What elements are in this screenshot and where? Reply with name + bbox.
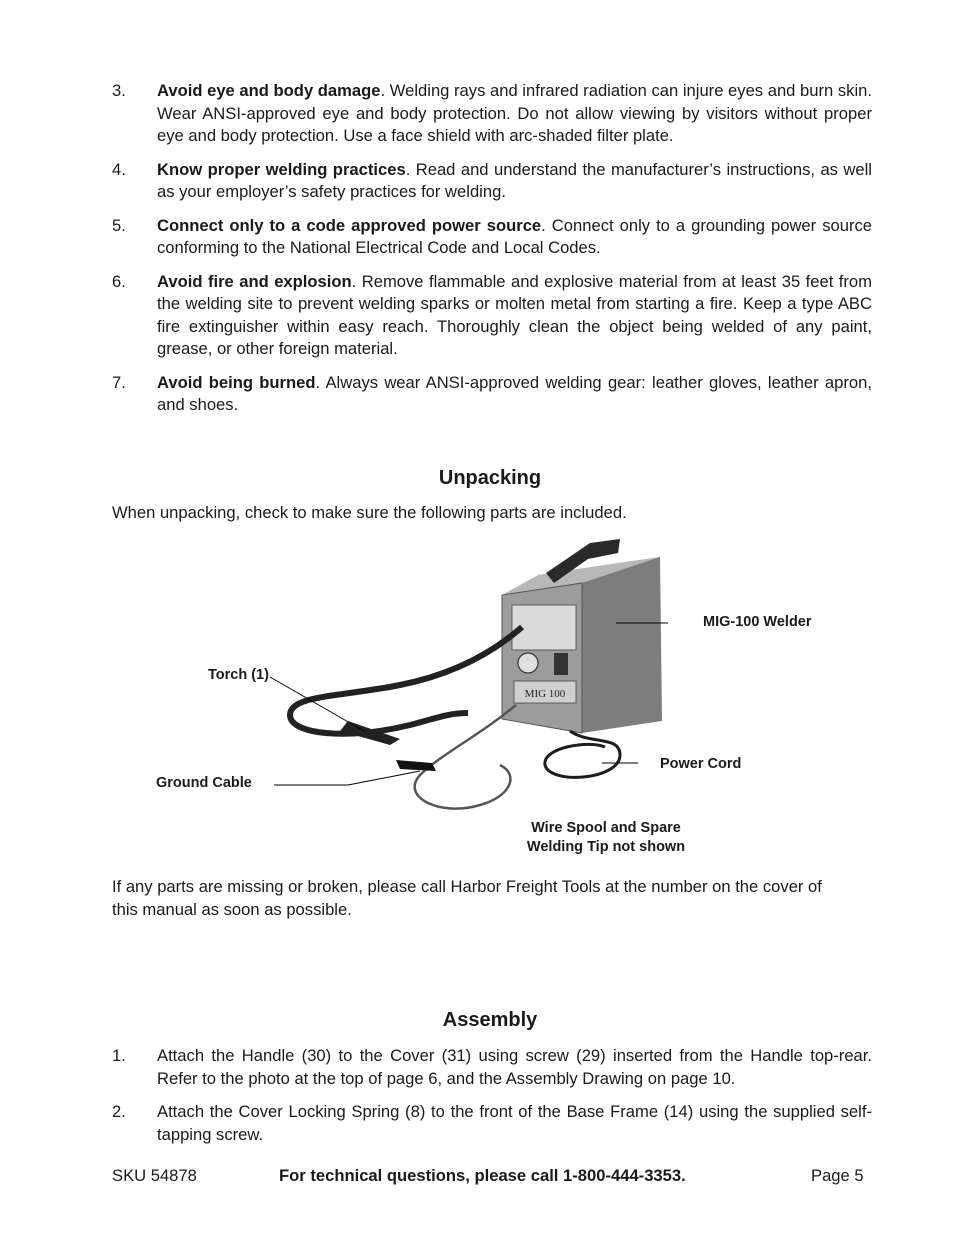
safety-list [112,80,872,428]
assembly-step-1: 1. Attach the Handle (30) to the Cover (31) using screw (29) inserted from the Handle top-rear. Refer to the photo at the top of page 6, and the Assembly Drawing on page 10. [112,1046,872,1088]
safety-item-text: . Welding rays and infrared radiation can injure eyes and burn skin. Wear ANSI-approved eye and body protection. Do not allow viewing by visitors without proper eye and body protection. Use a face shield with arc-shaded filter plate. [157,81,872,145]
safety-item-text: . Connect only to a grounding power source conforming to the National Electrical Code and Local Codes. [157,215,872,257]
safety-item-text: . Always wear ANSI-approved welding gear: leather gloves, leather apron, and shoes. [157,372,872,414]
torch-leader [270,677,364,731]
safety-item-title: Know proper welding practices [157,159,406,179]
unpacking-heading: Unpacking [438,467,542,489]
safety-item-text: . Read and understand the manufacturer’s instructions, as well as your employer’s safety practices for welding. [157,159,872,201]
safety-item-4: 4. Know proper welding practices. Read and understand the manufacturer’s instructions, as well as your employer’s safety practices for welding. [112,159,872,201]
safety-item-title: Avoid fire and explosion [157,271,352,291]
assembly-heading: Assembly [442,1009,538,1031]
missing-parts-text: If any parts are missing or broken, please call Harbor Freight Tools at the number on the cover of this manual as soon as possible. [112,877,822,919]
figure-note [516,819,696,857]
safety-item-6: 6. Avoid fire and explosion. Remove flammable and explosive material from at least 35 feet from the welding site to prevent welding sparks or molten metal from starting a fire. Keep a type ABC fire extinguisher within easy reach. Thoroughly clean the object being welded of any paint, grease, or other foreign material. [112,271,872,358]
safety-item-title: Avoid eye and body damage [157,81,381,100]
unpacking-intro: When unpacking, check to make sure the following parts are included. [112,503,627,522]
safety-item-text: . Remove flammable and explosive material from at least 35 feet from the welding site to prevent welding sparks or molten metal from starting a fire. Keep a type ABC fire extinguisher within easy reach. Thoroughly clean the object being welded of any paint, grease, or other foreign material. [157,271,872,358]
safety-item-title: Connect only to a code approved power source [157,215,542,235]
safety-item-5: 5. Connect only to a code approved power source. Connect only to a grounding power source conforming to the National Electrical Code and Local Codes. [112,215,872,257]
assembly-step-text: Attach the Cover Locking Spring (8) to the front of the Base Frame (14) using the supplied self-tapping screw. [157,1102,872,1144]
welder-label: MIG-100 Welder [703,614,812,630]
wire-speed-dial [518,653,538,673]
footer-page-number: Page 5 [811,1166,864,1185]
assembly-step-2: 2. Attach the Cover Locking Spring (8) to the front of the Base Frame (14) using the supplied self-tapping screw. [112,1102,872,1144]
model-plate-text: MIG 100 [524,688,566,700]
torch-cable [290,627,522,734]
welder-photo [150,535,850,865]
assembly-step-text: Attach the Handle (30) to the Cover (31) using screw (29) inserted from the Handle top-rear. Refer to the photo at the top of page 6, and the Assembly Drawing on page 10. [157,1046,872,1088]
ground-clamp [396,760,436,771]
power-cord [545,731,620,777]
footer-sku: SKU 54878 [112,1166,197,1185]
safety-item-title: Avoid being burned [157,372,316,392]
safety-item-7: 7. Avoid being burned. Always wear ANSI-approved welding gear: leather gloves, leather apron, and shoes. [112,372,872,414]
power-switch [554,653,568,675]
footer-tech-support: For technical questions, please call 1-800-444-3353. [279,1166,686,1185]
assembly-list [112,1045,872,1157]
ground-leader-end [348,771,420,785]
safety-item-3: 3. Avoid eye and body damage. Welding rays and infrared radiation can injure eyes and burn skin. Wear ANSI-approved eye and body protection. Do not allow viewing by visitors without proper eye and body protection. Use a face shield with arc-shaded filter plate. [112,81,872,145]
torch-label: Torch (1) [208,667,269,683]
power-cord-label: Power Cord [660,756,742,772]
welder-figure [150,535,850,865]
torch-gun [340,721,400,745]
ground-cable-label: Ground Cable [156,775,252,791]
figure-note-line-1: Wire Spool and Spare [531,820,681,836]
figure-note-line-2: Welding Tip not shown [526,839,686,855]
